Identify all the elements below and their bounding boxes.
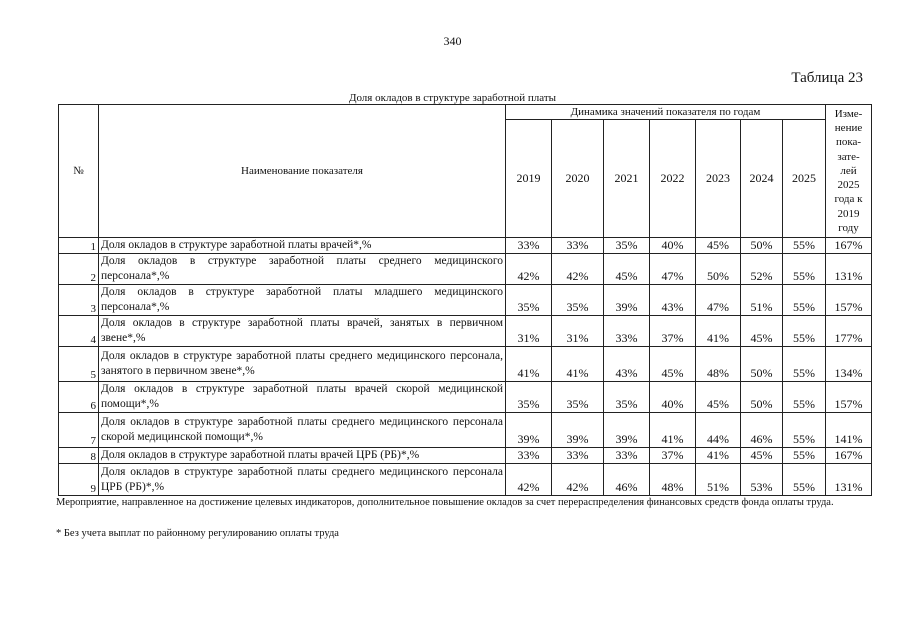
row-value: 50% [741, 382, 783, 413]
row-value: 35% [604, 382, 650, 413]
row-number: 9 [59, 464, 99, 496]
header-change-line: Изме- [834, 107, 863, 120]
row-value: 45% [741, 316, 783, 347]
row-name: Доля окладов в структуре заработной платы среднего медицинского персонала ЦРБ (РБ)*,% [99, 464, 506, 496]
header-change-line: 2019 [837, 207, 860, 220]
row-value: 44% [696, 413, 741, 448]
row-name: Доля окладов в структуре заработной платы среднего медицинского персонала, занятого в первичном звене*,% [99, 347, 506, 382]
header-change [826, 105, 872, 238]
row-value: 39% [604, 285, 650, 316]
row-change: 131% [826, 464, 872, 496]
row-value: 53% [741, 464, 783, 496]
header-change-line: зате- [837, 150, 860, 163]
row-value: 33% [506, 238, 552, 254]
row-value: 33% [552, 448, 604, 464]
row-number: 1 [59, 238, 99, 254]
row-value: 52% [741, 254, 783, 285]
header-change-line: года к [834, 193, 863, 206]
row-value: 43% [604, 347, 650, 382]
header-change-line: году [838, 222, 859, 235]
table-row [59, 413, 872, 448]
row-value: 51% [741, 285, 783, 316]
row-value: 50% [741, 238, 783, 254]
header-year: 2025 [783, 120, 826, 238]
row-value: 33% [506, 448, 552, 464]
row-change: 157% [826, 382, 872, 413]
row-value: 48% [650, 464, 696, 496]
row-name: Доля окладов в структуре заработной платы среднего медицинского персонала скорой медицинской помощи*,% [99, 413, 506, 448]
table-row [59, 382, 872, 413]
row-change: 167% [826, 448, 872, 464]
row-value: 33% [552, 238, 604, 254]
header-year: 2021 [604, 120, 650, 238]
row-value: 55% [783, 464, 826, 496]
row-value: 43% [650, 285, 696, 316]
row-value: 33% [604, 316, 650, 347]
salary-structure-table [58, 104, 872, 496]
row-name: Доля окладов в структуре заработной платы врачей ЦРБ (РБ)*,% [99, 448, 506, 464]
table-label: Таблица 23 [791, 70, 863, 86]
row-name: Доля окладов в структуре заработной платы врачей, занятых в первичном звене*,% [99, 316, 506, 347]
footnote-asterisk: * Без учета выплат по районному регулированию оплаты труда [56, 528, 339, 539]
page-number: 340 [443, 34, 462, 48]
header-dynamics: Динамика значений показателя по годам [506, 105, 826, 120]
header-change-line: 2025 [837, 179, 860, 192]
row-value: 55% [783, 413, 826, 448]
row-value: 42% [506, 464, 552, 496]
row-value: 42% [552, 464, 604, 496]
row-value: 47% [650, 254, 696, 285]
row-value: 35% [604, 238, 650, 254]
table-row [59, 464, 872, 496]
row-change: 157% [826, 285, 872, 316]
row-change: 131% [826, 254, 872, 285]
row-value: 50% [741, 347, 783, 382]
header-name: Наименование показателя [99, 105, 506, 238]
row-value: 31% [552, 316, 604, 347]
header-year: 2024 [741, 120, 783, 238]
row-name: Доля окладов в структуре заработной платы врачей*,% [99, 238, 506, 254]
table-row [59, 238, 872, 254]
row-name: Доля окладов в структуре заработной платы младшего медицинского персонала*,% [99, 285, 506, 316]
row-value: 55% [783, 254, 826, 285]
row-value: 45% [604, 254, 650, 285]
row-value: 37% [650, 316, 696, 347]
row-value: 40% [650, 382, 696, 413]
row-value: 41% [650, 413, 696, 448]
row-value: 55% [783, 238, 826, 254]
row-change: 167% [826, 238, 872, 254]
row-value: 55% [783, 316, 826, 347]
row-value: 31% [506, 316, 552, 347]
row-change: 177% [826, 316, 872, 347]
header-year: 2019 [506, 120, 552, 238]
row-value: 41% [696, 316, 741, 347]
table-row [59, 254, 872, 285]
table-row [59, 316, 872, 347]
footnote-measure: Мероприятие, направленное на достижение целевых индикаторов, дополнительное повышение окладов за счет перераспределения финансовых средств фонда оплаты труда. [56, 497, 834, 508]
row-value: 41% [696, 448, 741, 464]
row-value: 39% [604, 413, 650, 448]
header-row-top [59, 105, 872, 120]
row-number: 8 [59, 448, 99, 464]
row-value: 37% [650, 448, 696, 464]
row-value: 35% [552, 285, 604, 316]
row-value: 39% [552, 413, 604, 448]
row-value: 50% [696, 254, 741, 285]
table-row [59, 347, 872, 382]
row-value: 40% [650, 238, 696, 254]
row-value: 55% [783, 285, 826, 316]
row-name: Доля окладов в структуре заработной платы врачей скорой медицинской помощи*,% [99, 382, 506, 413]
row-value: 41% [506, 347, 552, 382]
row-value: 41% [552, 347, 604, 382]
row-change: 134% [826, 347, 872, 382]
row-number: 5 [59, 347, 99, 382]
row-value: 35% [552, 382, 604, 413]
row-number: 3 [59, 285, 99, 316]
row-value: 48% [696, 347, 741, 382]
row-value: 35% [506, 382, 552, 413]
row-value: 42% [506, 254, 552, 285]
row-value: 35% [506, 285, 552, 316]
row-value: 45% [650, 347, 696, 382]
row-value: 45% [741, 448, 783, 464]
header-year: 2020 [552, 120, 604, 238]
row-value: 39% [506, 413, 552, 448]
row-number: 7 [59, 413, 99, 448]
row-value: 51% [696, 464, 741, 496]
row-value: 45% [696, 238, 741, 254]
row-value: 42% [552, 254, 604, 285]
row-value: 47% [696, 285, 741, 316]
header-year: 2022 [650, 120, 696, 238]
header-year: 2023 [696, 120, 741, 238]
row-value: 46% [604, 464, 650, 496]
row-value: 55% [783, 382, 826, 413]
row-value: 46% [741, 413, 783, 448]
row-value: 55% [783, 448, 826, 464]
row-name: Доля окладов в структуре заработной платы среднего медицинского персонала*,% [99, 254, 506, 285]
row-change: 141% [826, 413, 872, 448]
table-row [59, 285, 872, 316]
row-value: 45% [696, 382, 741, 413]
header-change-line: лей [840, 164, 857, 177]
row-value: 33% [604, 448, 650, 464]
header-num: № [59, 105, 99, 238]
row-number: 4 [59, 316, 99, 347]
header-change-line: нение [834, 121, 863, 134]
table-row [59, 448, 872, 464]
table-title: Доля окладов в структуре заработной платы [348, 92, 557, 104]
row-value: 55% [783, 347, 826, 382]
row-number: 6 [59, 382, 99, 413]
header-change-line: пока- [835, 136, 862, 149]
row-number: 2 [59, 254, 99, 285]
